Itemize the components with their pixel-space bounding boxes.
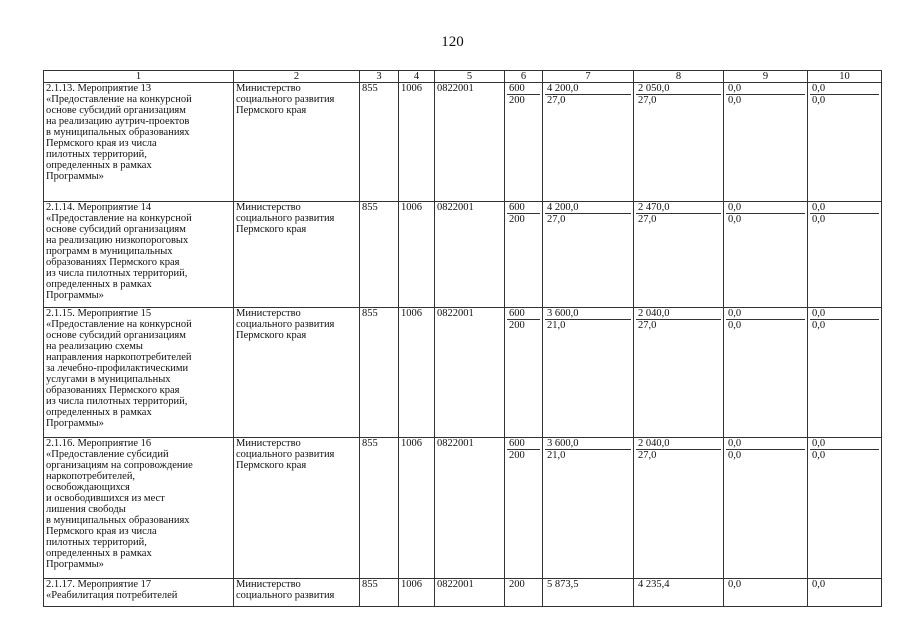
- value-cell: [724, 438, 808, 579]
- code-cell: 0822001: [435, 438, 505, 579]
- table-row: [44, 308, 882, 438]
- sub-value: 200: [509, 320, 525, 331]
- column-number: 1: [44, 71, 234, 83]
- column-number-row: [44, 71, 882, 83]
- sub-value: 21,0: [547, 320, 566, 331]
- sub-value: 0,0: [812, 95, 826, 106]
- value-cell: [543, 83, 634, 202]
- value-cell: [505, 202, 543, 308]
- sub-value: 0,0: [812, 320, 826, 331]
- code-cell: 855: [360, 202, 399, 308]
- sub-value: 0,0: [810, 438, 879, 450]
- value-cell: [634, 579, 724, 607]
- sub-value: 0,0: [812, 450, 826, 461]
- sub-value: 3 600,0: [545, 308, 631, 320]
- sub-value: 0,0: [728, 95, 742, 106]
- sub-value: 0,0: [726, 308, 805, 320]
- measure-description: 2.1.15. Мероприятие 15 «Предоставление на конкурсной основе субсидий организациям на реализацию схемы направления наркопотребителей за лечебно-профилактическими услугами в муниципальных образованиях Пермского края из числа пилотных территорий, определенных в рамках Программы»: [44, 308, 234, 438]
- sub-value: 200: [509, 95, 525, 106]
- table-row: [44, 579, 882, 607]
- code-cell: 0822001: [435, 202, 505, 308]
- sub-value: 21,0: [547, 450, 566, 461]
- value-cell: [634, 83, 724, 202]
- value-cell: [543, 579, 634, 607]
- sub-value: 0,0: [726, 202, 805, 214]
- sub-value: 600: [507, 83, 540, 95]
- sub-value: 27,0: [638, 214, 657, 225]
- sub-value: 4 200,0: [545, 83, 631, 95]
- table-row: [44, 202, 882, 308]
- value-cell: [543, 202, 634, 308]
- budget-table: [43, 70, 882, 607]
- table-row: [44, 83, 882, 202]
- sub-value: 0,0: [728, 214, 742, 225]
- code-cell: 0822001: [435, 308, 505, 438]
- column-number: 3: [360, 71, 399, 83]
- code-cell: 1006: [399, 308, 435, 438]
- value-cell: [505, 308, 543, 438]
- code-cell: 1006: [399, 579, 435, 607]
- responsible-agency: Министерство социального развития Пермского края: [234, 438, 360, 579]
- sub-value: 5 873,5: [547, 579, 579, 590]
- sub-value: 2 040,0: [636, 438, 721, 450]
- value-cell: [634, 308, 724, 438]
- code-cell: 1006: [399, 438, 435, 579]
- column-number: 5: [435, 71, 505, 83]
- value-cell: [634, 438, 724, 579]
- measure-description: 2.1.16. Мероприятие 16 «Предоставление субсидий организациям на сопровождение наркопотребителей, освобождающихся и освободившихся из мест лишения свободы в муниципальных образованиях Пермского края из числа пилотных территорий, определенных в рамках Программы»: [44, 438, 234, 579]
- sub-value: 0,0: [810, 308, 879, 320]
- value-cell: [505, 83, 543, 202]
- value-cell: [505, 579, 543, 607]
- code-cell: 855: [360, 579, 399, 607]
- column-number: 6: [505, 71, 543, 83]
- responsible-agency: Министерство социального развития Пермского края: [234, 308, 360, 438]
- sub-value: 0,0: [810, 202, 879, 214]
- sub-value: 600: [507, 202, 540, 214]
- sub-value: 2 470,0: [636, 202, 721, 214]
- sub-value: 0,0: [728, 579, 742, 590]
- sub-value: 3 600,0: [545, 438, 631, 450]
- sub-value: 0,0: [726, 83, 805, 95]
- code-cell: 855: [360, 438, 399, 579]
- column-number: 9: [724, 71, 808, 83]
- sub-value: 200: [509, 214, 525, 225]
- value-cell: [808, 202, 882, 308]
- code-cell: 1006: [399, 202, 435, 308]
- value-cell: [724, 202, 808, 308]
- code-cell: 0822001: [435, 83, 505, 202]
- sub-value: 2 040,0: [636, 308, 721, 320]
- table-row: [44, 438, 882, 579]
- sub-value: 27,0: [547, 95, 566, 106]
- measure-description: 2.1.14. Мероприятие 14 «Предоставление на конкурсной основе субсидий организациям на реализацию низкопороговых программ в муниципальных образованиях Пермского края из числа пилотных территорий, определенных в рамках Программы»: [44, 202, 234, 308]
- value-cell: [634, 202, 724, 308]
- sub-value: 4 200,0: [545, 202, 631, 214]
- column-number: 2: [234, 71, 360, 83]
- sub-value: 2 050,0: [636, 83, 721, 95]
- value-cell: [808, 438, 882, 579]
- code-cell: 1006: [399, 83, 435, 202]
- value-cell: [724, 308, 808, 438]
- value-cell: [808, 579, 882, 607]
- sub-value: 200: [509, 579, 525, 590]
- sub-value: 0,0: [810, 83, 879, 95]
- value-cell: [543, 308, 634, 438]
- sub-value: 0,0: [728, 320, 742, 331]
- sub-value: 0,0: [728, 450, 742, 461]
- code-cell: 855: [360, 83, 399, 202]
- value-cell: [724, 579, 808, 607]
- sub-value: 0,0: [812, 214, 826, 225]
- value-cell: [808, 83, 882, 202]
- column-number: 4: [399, 71, 435, 83]
- value-cell: [724, 83, 808, 202]
- value-cell: [808, 308, 882, 438]
- responsible-agency: Министерство социального развития Пермского края: [234, 202, 360, 308]
- sub-value: 4 235,4: [638, 579, 670, 590]
- measure-description: 2.1.13. Мероприятие 13 «Предоставление на конкурсной основе субсидий организациям на реализацию аутрич-проектов в муниципальных образованиях Пермского края из числа пилотных территорий, определенных в рамках Программы»: [44, 83, 234, 202]
- sub-value: 27,0: [547, 214, 566, 225]
- sub-value: 0,0: [726, 438, 805, 450]
- responsible-agency: Министерство социального развития: [234, 579, 360, 607]
- sub-value: 200: [509, 450, 525, 461]
- page-number: 120: [441, 34, 464, 50]
- sub-value: 600: [507, 308, 540, 320]
- column-number: 10: [808, 71, 882, 83]
- column-number: 8: [634, 71, 724, 83]
- column-number: 7: [543, 71, 634, 83]
- sub-value: 600: [507, 438, 540, 450]
- sub-value: 27,0: [638, 320, 657, 331]
- sub-value: 27,0: [638, 450, 657, 461]
- value-cell: [543, 438, 634, 579]
- measure-description: 2.1.17. Мероприятие 17 «Реабилитация потребителей: [44, 579, 234, 607]
- responsible-agency: Министерство социального развития Пермского края: [234, 83, 360, 202]
- sub-value: 0,0: [812, 579, 826, 590]
- code-cell: 855: [360, 308, 399, 438]
- code-cell: 0822001: [435, 579, 505, 607]
- value-cell: [505, 438, 543, 579]
- sub-value: 27,0: [638, 95, 657, 106]
